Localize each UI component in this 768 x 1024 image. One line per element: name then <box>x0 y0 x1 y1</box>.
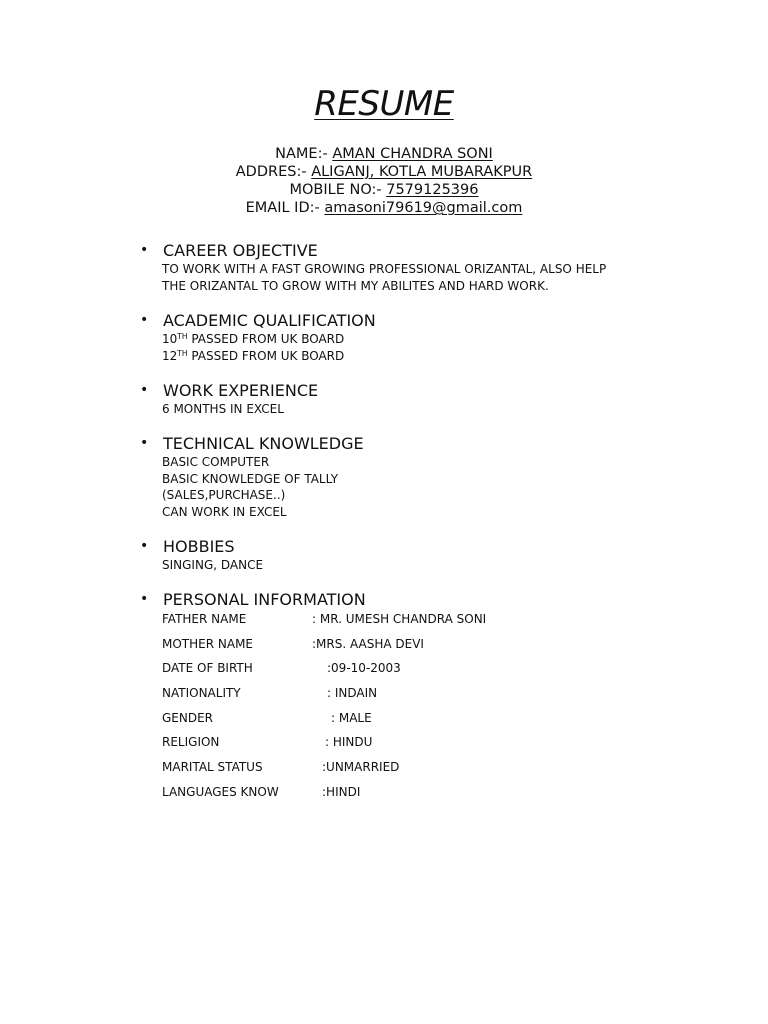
name-value: AMAN CHANDRA SONI <box>332 146 493 162</box>
section-body <box>162 401 284 418</box>
info-value: :UNMARRIED <box>322 760 400 775</box>
bullet-icon: • <box>140 591 149 607</box>
bullet-icon: • <box>140 242 149 258</box>
text-line: (SALES,PURCHASE..) <box>162 488 286 502</box>
text-line: CAN WORK IN EXCEL <box>162 504 287 519</box>
info-value: :MRS. AASHA DEVI <box>312 636 424 651</box>
info-value: :09-10-2003 <box>327 661 401 676</box>
mobile-row <box>0 181 768 199</box>
grade-suffix: TH <box>177 332 188 341</box>
bullet-icon: • <box>140 312 149 328</box>
section-heading: CAREER OBJECTIVE <box>163 241 318 260</box>
info-value: : INDAIN <box>327 686 378 701</box>
name-label: NAME:- <box>275 146 333 162</box>
resume-title: RESUME <box>314 84 454 124</box>
section-heading: HOBBIES <box>163 537 235 556</box>
grade-number: 10 <box>162 332 178 346</box>
section-body <box>162 557 263 574</box>
text-line: 6 MONTHS IN EXCEL <box>162 402 284 416</box>
info-label: RELIGION <box>162 735 220 750</box>
qualification-item <box>162 331 344 348</box>
section-heading: PERSONAL INFORMATION <box>163 590 366 609</box>
section-heading: WORK EXPERIENCE <box>163 381 319 400</box>
info-label: FATHER NAME <box>162 612 247 626</box>
text-line: TO WORK WITH A FAST GROWING PROFESSIONAL ORIZANTAL, ALSO HELP <box>162 262 607 276</box>
qualification-item <box>162 348 344 365</box>
bullet-icon: • <box>140 538 149 554</box>
email-row <box>0 199 768 217</box>
section-heading: ACADEMIC QUALIFICATION <box>163 311 376 330</box>
info-label: NATIONALITY <box>162 686 241 701</box>
text-line: BASIC COMPUTER <box>162 455 270 469</box>
text-line: THE ORIZANTAL TO GROW WITH MY ABILITES AND HARD WORK. <box>162 278 549 293</box>
address-label: ADDRES:- <box>235 164 312 180</box>
info-value: : MR. UMESH CHANDRA SONI <box>312 612 487 626</box>
grade-suffix: TH <box>177 348 188 358</box>
info-label: LANGUAGES KNOW <box>162 784 279 799</box>
text-line: BASIC KNOWLEDGE OF TALLY <box>162 471 339 486</box>
section-body <box>162 331 344 364</box>
info-value: : HINDU <box>325 735 373 750</box>
mobile-label: MOBILE NO:- <box>289 182 387 198</box>
bullet-icon: • <box>140 435 149 451</box>
grade-number: 12 <box>162 348 178 363</box>
email-link[interactable]: amasoni79619@gmail.com <box>324 200 523 216</box>
section-heading: TECHNICAL KNOWLEDGE <box>163 434 364 453</box>
info-label: GENDER <box>162 710 214 725</box>
info-value: : MALE <box>331 710 372 725</box>
address-value: ALIGANJ, KOTLA MUBARAKPUR <box>311 164 533 180</box>
info-value: :HINDI <box>322 784 361 799</box>
text-line: SINGING, DANCE <box>162 558 264 572</box>
bullet-icon: • <box>140 382 149 398</box>
info-label: MARITAL STATUS <box>162 760 263 775</box>
address-row <box>0 163 768 181</box>
mobile-value[interactable]: 7579125396 <box>386 182 479 198</box>
contact-block <box>0 145 768 217</box>
section-body <box>162 261 606 294</box>
section-body <box>162 454 338 520</box>
qualification-text: PASSED FROM UK BOARD <box>187 332 345 346</box>
info-label: DATE OF BIRTH <box>162 661 253 676</box>
name-row <box>0 145 768 163</box>
email-label: EMAIL ID:- <box>245 200 325 216</box>
info-label: MOTHER NAME <box>162 636 254 651</box>
qualification-text: PASSED FROM UK BOARD <box>187 348 345 363</box>
